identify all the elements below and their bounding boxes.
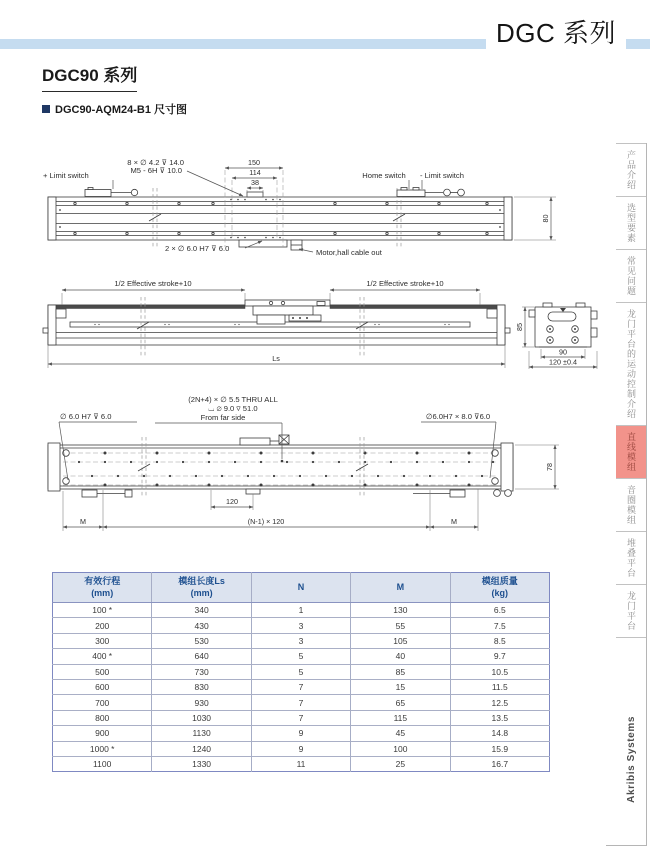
sidebar-tab-7[interactable] xyxy=(616,532,647,585)
dim-90: 90 xyxy=(559,347,567,357)
dim-m-right: M xyxy=(451,517,457,526)
dim-38: 38 xyxy=(251,178,259,187)
square-bullet-icon xyxy=(42,105,50,113)
table-cell: 11 xyxy=(251,756,350,771)
dim-85: 85 xyxy=(515,323,524,331)
table-cell: 65 xyxy=(351,695,450,710)
dim-stroke-left: 1/2 Effective stroke+10 xyxy=(114,279,192,288)
label-hole-callout-1: (2N+4) × ∅ 5.5 THRU ALL xyxy=(188,395,278,404)
page-title: DGC 系列 xyxy=(486,13,626,50)
table-cell: 6.5 xyxy=(450,603,549,618)
table-cell: 105 xyxy=(351,633,450,648)
table-cell: 15.9 xyxy=(450,741,549,756)
table-cell: 300 xyxy=(53,633,152,648)
dim-120-pitch: 120 xyxy=(226,497,238,506)
table-cell: 1000 * xyxy=(53,741,152,756)
table-cell: 55 xyxy=(351,618,450,633)
switches-right xyxy=(397,180,464,197)
table-cell: 200 xyxy=(53,618,152,633)
table-row xyxy=(53,649,550,664)
table-cell: 9 xyxy=(251,741,350,756)
table-cell: 100 * xyxy=(53,603,152,618)
table-cell: 10.5 xyxy=(450,664,549,679)
sidebar-tab-label: 龙门平台 xyxy=(626,591,636,631)
table-cell: 7 xyxy=(251,695,350,710)
sidebar-tab-2[interactable] xyxy=(616,197,647,250)
table-cell: 115 xyxy=(351,710,450,725)
table-cell: 45 xyxy=(351,726,450,741)
sidebar-tab-label: 堆叠平台 xyxy=(626,538,636,578)
table-header-cell: M xyxy=(351,573,450,603)
drawing-top-view xyxy=(35,140,615,268)
table-cell: 130 xyxy=(351,603,450,618)
table-row xyxy=(53,726,550,741)
table-cell: 1100 xyxy=(53,756,152,771)
sidebar-tab-label: 选型要素 xyxy=(626,203,636,243)
table-row xyxy=(53,664,550,679)
table-cell: 25 xyxy=(351,756,450,771)
table-cell: 1330 xyxy=(152,756,251,771)
table-row xyxy=(53,618,550,633)
sidebar xyxy=(616,143,647,638)
table-cell: 5 xyxy=(251,664,350,679)
sidebar-tab-label: 音圈模组 xyxy=(626,485,636,525)
table-cell: 100 xyxy=(351,741,450,756)
sidebar-tab-label: 龙门平台的运动控制介绍 xyxy=(626,309,636,419)
dim-ls: Ls xyxy=(272,354,280,363)
table-cell: 9 xyxy=(251,726,350,741)
table-cell: 40 xyxy=(351,649,450,664)
label-hole-callout-1: 8 × ∅ 4.2 ⊽ 14.0 xyxy=(127,158,184,167)
table-row xyxy=(53,695,550,710)
drawing-side-view xyxy=(35,272,615,378)
table-cell: 400 * xyxy=(53,649,152,664)
dim-m-left: M xyxy=(80,517,86,526)
table-header-cell: N xyxy=(251,573,350,603)
table-cell: 700 xyxy=(53,695,152,710)
dim-stroke-right: 1/2 Effective stroke+10 xyxy=(366,279,444,288)
table-cell: 340 xyxy=(152,603,251,618)
spec-table-container xyxy=(52,572,550,772)
table-cell: 5 xyxy=(251,649,350,664)
table-cell: 830 xyxy=(152,679,251,694)
table-header-cell: 模组质量 (kg) xyxy=(450,573,549,603)
dim-150: 150 xyxy=(248,158,260,167)
dim-114: 114 xyxy=(249,168,261,177)
dim-120: 120 ±0.4 xyxy=(549,357,577,367)
table-cell: 730 xyxy=(152,664,251,679)
sidebar-tab-3[interactable] xyxy=(616,250,647,303)
table-header-cell: 有效行程 (mm) xyxy=(53,573,152,603)
table-row xyxy=(53,741,550,756)
brand-label: Akribis Systems xyxy=(626,715,637,803)
switch-bottom-left xyxy=(82,490,132,497)
table-cell: 15 xyxy=(351,679,450,694)
table-cell: 930 xyxy=(152,695,251,710)
label-plus-limit-switch: + Limit switch xyxy=(43,171,89,180)
table-cell: 11.5 xyxy=(450,679,549,694)
sidebar-tab-1[interactable] xyxy=(616,144,647,197)
spec-table xyxy=(52,572,550,772)
label-hole-callout-3: From far side xyxy=(200,413,246,422)
sidebar-tab-8[interactable] xyxy=(616,585,647,638)
table-cell: 900 xyxy=(53,726,152,741)
table-cell: 800 xyxy=(53,710,152,725)
label-pin-callout: 2 × ∅ 6.0 H7 ⊽ 6.0 xyxy=(165,244,230,253)
table-cell: 7 xyxy=(251,710,350,725)
table-row xyxy=(53,603,550,618)
table-cell: 7.5 xyxy=(450,618,549,633)
label-motor-cable: Motor,hall cable out xyxy=(316,248,382,257)
label-pin-callout-left: ∅ 6.0 H7 ⊽ 6.0 xyxy=(60,412,112,421)
section-title: DGC90 系列 xyxy=(42,61,137,92)
table-cell: 1 xyxy=(251,603,350,618)
sidebar-tab-4[interactable] xyxy=(616,303,647,426)
dim-78: 78 xyxy=(545,463,554,471)
end-view xyxy=(529,303,597,347)
sidebar-tab-label: 常见问题 xyxy=(626,256,636,296)
table-cell: 12.5 xyxy=(450,695,549,710)
table-header-row xyxy=(53,573,550,603)
table-cell: 600 xyxy=(53,679,152,694)
table-cell: 13.5 xyxy=(450,710,549,725)
table-row xyxy=(53,710,550,725)
table-cell: 640 xyxy=(152,649,251,664)
subsection-title-row xyxy=(42,101,187,117)
sidebar-tab-6[interactable] xyxy=(616,479,647,532)
table-cell: 1240 xyxy=(152,741,251,756)
sidebar-tab-5[interactable] xyxy=(616,426,647,479)
switch-bottom-right xyxy=(246,489,511,497)
table-row xyxy=(53,679,550,694)
table-cell: 1130 xyxy=(152,726,251,741)
label-home-switch: Home switch xyxy=(362,171,406,180)
table-cell: 1030 xyxy=(152,710,251,725)
brand-vertical xyxy=(626,714,637,804)
table-cell: 9.7 xyxy=(450,649,549,664)
table-row xyxy=(53,756,550,771)
sidebar-tab-label: 产品介绍 xyxy=(626,150,636,190)
page-bottom-tick xyxy=(606,845,647,846)
sidebar-tab-label: 直线模组 xyxy=(626,432,636,472)
module-body-top-view xyxy=(48,197,512,240)
table-cell: 85 xyxy=(351,664,450,679)
table-cell: 500 xyxy=(53,664,152,679)
table-header-cell: 模组长度Ls (mm) xyxy=(152,573,251,603)
dim-n1-pitch: (N-1) × 120 xyxy=(247,517,285,526)
table-cell: 14.8 xyxy=(450,726,549,741)
label-minus-limit-switch: - Limit switch xyxy=(420,171,464,180)
table-cell: 16.7 xyxy=(450,756,549,771)
table-cell: 8.5 xyxy=(450,633,549,648)
subsection-title: DGC90-AQM24-B1 尺寸图 xyxy=(55,104,188,116)
page-right-border xyxy=(646,143,647,846)
dim-80: 80 xyxy=(541,214,550,223)
table-cell: 3 xyxy=(251,633,350,648)
table-cell: 430 xyxy=(152,618,251,633)
label-hole-callout-2: ⌴ ∅ 9.0 ⊽ 51.0 xyxy=(208,404,258,413)
limit-switch-left xyxy=(85,180,138,197)
module-body-bottom-view xyxy=(48,443,513,491)
table-body xyxy=(53,603,550,772)
table-cell: 7 xyxy=(251,679,350,694)
table-row xyxy=(53,633,550,648)
table-cell: 3 xyxy=(251,618,350,633)
table-cell: 530 xyxy=(152,633,251,648)
label-hole-callout-2: M5 - 6H ⊽ 10.0 xyxy=(130,166,182,175)
label-pin-callout-right: ∅6.0H7 × 8.0 ⊽6.0 xyxy=(425,412,491,421)
drawing-bottom-view xyxy=(35,390,615,540)
